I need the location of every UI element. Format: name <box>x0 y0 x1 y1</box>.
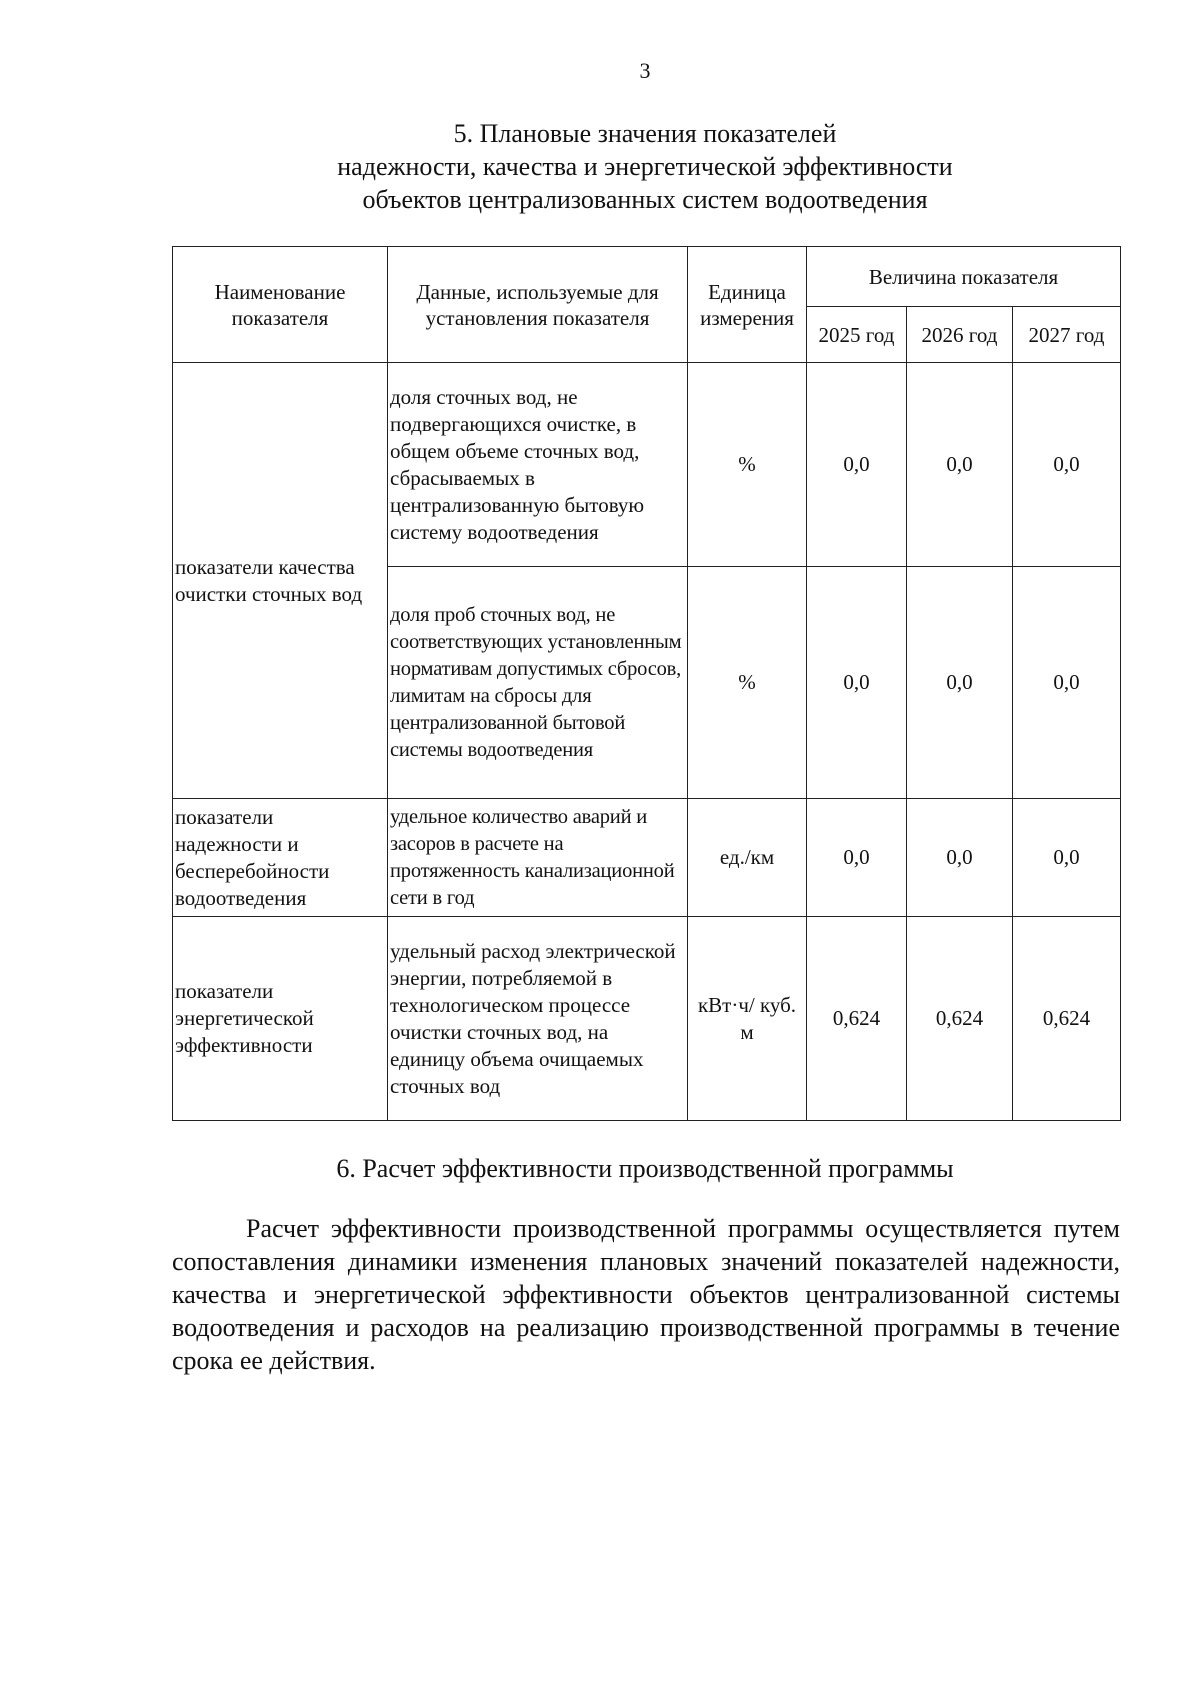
indicator-group-name: показатели качества очистки сточных вод <box>173 363 388 799</box>
table-row <box>173 363 1121 567</box>
indicator-source-data: доля проб сточных вод, не соответствующих установленным нормативам допустимых сбросов, лимитам на сбросы для централизованной бытовой системы водоотведения <box>388 567 688 799</box>
indicator-unit: кВт·ч/ куб. м <box>688 917 807 1121</box>
indicator-unit: % <box>688 567 807 799</box>
indicators-table <box>172 246 1121 1121</box>
indicator-unit: ед./км <box>688 799 807 917</box>
indicator-unit: % <box>688 363 807 567</box>
header-value-group: Величина показателя <box>807 247 1121 307</box>
value-2026: 0,0 <box>907 567 1013 799</box>
section-5-title-line-3: объектов централизованных систем водоотведения <box>362 185 928 214</box>
indicator-source-data: доля сточных вод, не подвергающихся очистке, в общем объеме сточных вод, сбрасываемых в централизованную бытовую систему водоотведения <box>388 363 688 567</box>
section-6-paragraph: Расчет эффективности производственной программы осуществляется путем сопоставления динамики изменения плановых значений показателей надежности, качества и энергетической эффективности объектов централизованной системы водоотведения и расходов на реализацию производственной программы в течение срока ее действия. <box>172 1214 1120 1375</box>
value-2026: 0,0 <box>907 799 1013 917</box>
header-year-2027: 2027 год <box>1013 307 1121 363</box>
indicator-group-name: показатели надежности и бесперебойности водоотведения <box>173 799 388 917</box>
value-2025: 0,0 <box>807 567 907 799</box>
value-2025: 0,0 <box>807 799 907 917</box>
section-5-title-line-1: 5. Плановые значения показателей <box>453 119 837 148</box>
value-2025: 0,624 <box>807 917 907 1121</box>
value-2027: 0,0 <box>1013 799 1121 917</box>
indicator-group-name: показатели энергетической эффективности <box>173 917 388 1121</box>
value-2026: 0,624 <box>907 917 1013 1121</box>
header-unit: Единица измерения <box>688 247 807 363</box>
section-6-title: 6. Расчет эффективности производственной программы <box>336 1154 954 1183</box>
value-2027: 0,0 <box>1013 567 1121 799</box>
value-2025: 0,0 <box>807 363 907 567</box>
value-2026: 0,0 <box>907 363 1013 567</box>
table-row <box>173 917 1121 1121</box>
indicator-source-data: удельный расход электрической энергии, потребляемой в технологическом процессе очистки сточных вод, на единицу объема очищаемых сточных вод <box>388 917 688 1121</box>
section-5-title-line-2: надежности, качества и энергетической эффективности <box>337 152 953 181</box>
page-number: 3 <box>639 58 651 83</box>
section-5-title <box>0 117 1200 216</box>
value-2027: 0,624 <box>1013 917 1121 1121</box>
header-source-data: Данные, используемые для установления показателя <box>388 247 688 363</box>
table-row <box>173 799 1121 917</box>
header-indicator-name: Наименование показателя <box>173 247 388 363</box>
indicator-source-data: удельное количество аварий и засоров в расчете на протяженность канализационной сети в год <box>388 799 688 917</box>
header-year-2026: 2026 год <box>907 307 1013 363</box>
header-year-2025: 2025 год <box>807 307 907 363</box>
value-2027: 0,0 <box>1013 363 1121 567</box>
